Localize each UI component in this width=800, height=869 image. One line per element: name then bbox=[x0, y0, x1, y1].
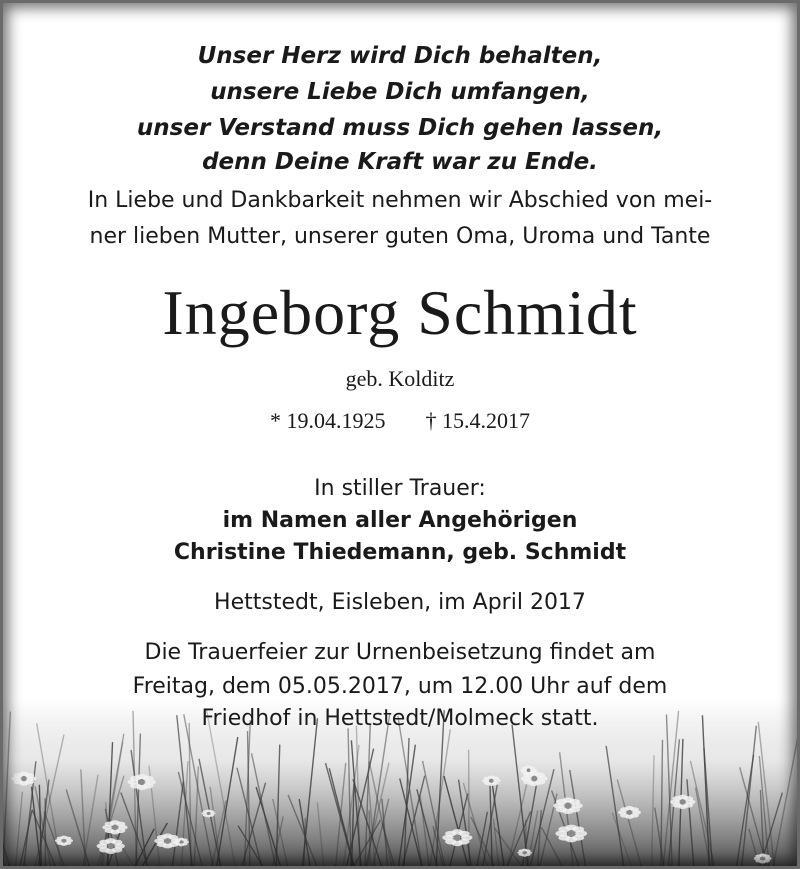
service-line-3: Friedhof in Hettstedt/Molmeck statt. bbox=[201, 706, 599, 731]
birth-date: * 19.04.1925 bbox=[270, 408, 386, 433]
place-date: Hettstedt, Eisleben, im April 2017 bbox=[214, 590, 586, 615]
poem-line-1: Unser Herz wird Dich behalten, bbox=[197, 43, 603, 69]
maiden-name: geb. Kolditz bbox=[345, 366, 455, 391]
mourners-line-2: Christine Thiedemann, geb. Schmidt bbox=[173, 540, 627, 565]
service-line-2: Freitag, dem 05.05.2017, um 12.00 Uhr auf dem bbox=[132, 674, 668, 699]
mourning-label: In stiller Trauer: bbox=[314, 476, 486, 501]
mourners-line-1: im Namen aller Angehörigen bbox=[222, 508, 578, 533]
death-date: † 15.4.2017 bbox=[425, 408, 530, 433]
life-dates bbox=[0, 408, 800, 434]
intro-line-2: ner lieben Mutter, unserer guten Oma, Uroma und Tante bbox=[89, 224, 711, 249]
service-line-1: Die Trauerfeier zur Urnenbeisetzung findet am bbox=[144, 640, 656, 665]
intro-line-1: In Liebe und Dankbarkeit nehmen wir Abschied von mei- bbox=[87, 188, 713, 213]
deceased-name: Ingeborg Schmidt bbox=[162, 277, 638, 348]
poem-line-3: unser Verstand muss Dich gehen lassen, bbox=[136, 115, 664, 141]
poem-line-2: unsere Liebe Dich umfangen, bbox=[210, 79, 590, 105]
poem-line-4: denn Deine Kraft war zu Ende. bbox=[202, 149, 598, 175]
